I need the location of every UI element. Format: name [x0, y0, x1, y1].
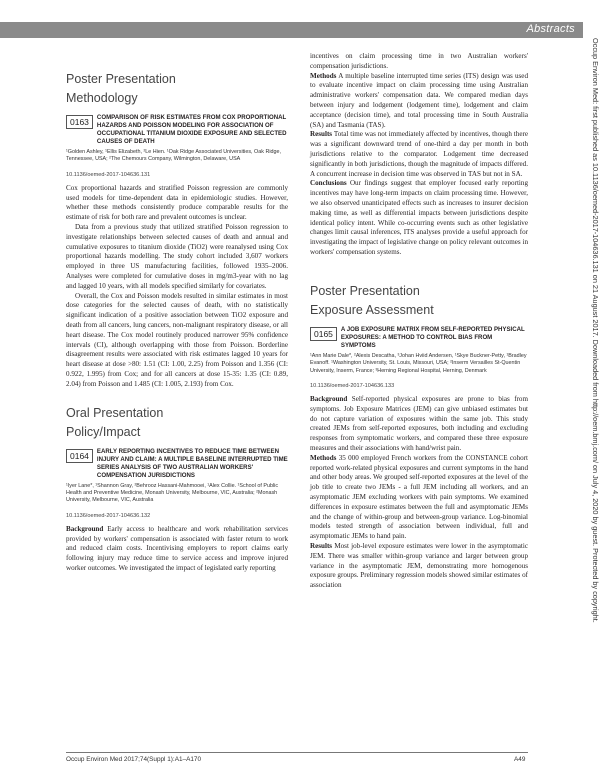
abstract-authors: ¹Iyer Lane*, ¹Shannon Gray, ²Behrooz Hassani-Mahmooei, ¹Alex Collie. ¹School of Public Health and Preventive Medicine, Monash University, Melbourne, VIC, Australia; ²Monash University, Melbourne, VIC, Australia [66, 482, 279, 504]
banner-label: Abstracts [526, 23, 575, 35]
label-conclusions: Conclusions [310, 179, 347, 188]
section-heading-policy [66, 404, 288, 442]
abstract-paragraph: Overall, the Cox and Poisson models resulted in similar estimates in most dose categories for the selected causes of death, with no statistically significant indication of a positive association between TiO2 exposure and death from all cancers, lung cancers, non-malignant respiratory disease, or all heart disease. The Cox model routinely produced narrower 95% confidence intervals (CI), although overlapping with those from Poisson. Borderline disagreement results were associated with risk estimates lagged 10 years for heart disease at dose >80: 1.51 (CI: 1.00, 2.25) from Poisson and 1.356 (CI: 0.922, 1.995) from Cox; and for all cancers at dose 15-35: 1.35 (CI: 0.89, 2.04) from Poisson and 1.485 (CI: 1.005, 2.193) from Cox. [66, 291, 288, 388]
footer-citation: Occup Environ Med 2017;74(Suppl 1):A1–A170 [66, 756, 201, 763]
section-title: Poster Presentation [66, 72, 176, 86]
abstract-continuation: incentives on claim processing time in two Australian workers' compensation jurisdictions. [310, 52, 528, 70]
section-subtitle: Methodology [66, 91, 138, 105]
results-text: Most job-level exposure estimates were lower in the asymptomatic JEM. There was smaller within-group variance and larger between group variance in the asymptomatic JEM, demonstrating more homogenous exposure groups. Preliminary regression models showed similar estimates of association [310, 541, 528, 590]
left-column [66, 70, 288, 574]
abstract-doi: 10.1136/oemed-2017-104636.131 [66, 171, 151, 178]
abstract-paragraph: Cox proportional hazards and stratified Poisson regression are commonly used models for time-dependent data in epidemiologic studies. However, whether these methods consistently produce comparable results for the estimate of risk for both rare and prevalent outcomes is unclear. [66, 183, 288, 222]
section-heading-methodology [66, 70, 288, 108]
conclusions-text: Our findings suggest that employer focused early reporting incentives may have long-term impacts on claim processing time. However, we also observed unanticipated effects such as increases to insurer decision making time, as well as differential impacts between jurisdictions despite identical policy intent. While co-occurring events such as other legislative changes limit causal inferences, ITS analyses provide a useful approach for investigating the impact of legislative change on policy relevant outcomes in workers' compensation systems. [310, 179, 528, 256]
label-results: Results [310, 130, 333, 139]
abstract-header [310, 326, 528, 350]
methods-text: 35 000 employed French workers from the CONSTANCE cohort reported work-related physical exposures and current symptoms in the hand and other body areas. We grouped self-reported exposures at the level of the job title to create two JEMs - a full JEM including all workers, and an asymptomatic JEM excluding workers with pain symptoms. We examined differences in exposure estimates between the full and asymptomatic JEMs and the change of within-group and between-group variance. Log-binomial models tested strength of association between individual, full and asymptomatic JEMs to hand pain. [310, 453, 528, 541]
section-title: Poster Presentation [310, 283, 420, 298]
abstract-paragraph [310, 542, 528, 591]
abstract-number: 0164 [66, 449, 93, 463]
footer-divider [66, 752, 528, 753]
label-methods: Methods [310, 453, 337, 462]
abstract-doi: 10.1136/oemed-2017-104636.133 [310, 382, 395, 389]
results-text: Total time was not immediately affected by incentives, though there was a significant downward trend of one-third a day per month in both jurisdictions relative to the comparator. Lodgement time decreased significantly in both jurisdictions, though the magnitude of impacts differed. A concurrent increase in decision time was observed in TAS but not in SA. [310, 130, 528, 178]
abstract-0164 [66, 448, 288, 574]
abstract-title: EARLY REPORTING INCENTIVES TO REDUCE TIME BETWEEN INJURY AND CLAIM: A MULTIPLE BASELINE INTERRUPTED TIME SERIES ANALYSIS OF TWO AUSTRALIAN WORKERS' COMPENSATION JURISDICTIONS [96, 447, 288, 479]
abstract-paragraph [310, 179, 528, 257]
right-column [310, 52, 528, 591]
section-subtitle: Policy/Impact [66, 424, 141, 439]
methods-text: A multiple baseline interrupted time series (ITS) design was used to evaluate incentive impact on claim processing time using Australian administrative workers' compensation data. We compared median days between injury and lodgement (lodgement time), lodgement and claim acceptance (decision time), and total processing time in South Australia (SA) and Tasmania (TAS). [310, 71, 528, 129]
abstract-paragraph [66, 525, 288, 574]
side-copyright-note: Occup Environ Med: first published as 10.1136/oemed-2017-104636.131 on 21 August 2017. Downloaded from http://oem.bmj.com/ on July 4, 2020 by guest. Protected by copyright. [591, 38, 600, 623]
section-title: Oral Presentation [66, 405, 164, 420]
abstract-paragraph: Data from a previous study that utilized stratified Poisson regression to investigate relationships between selected causes of death and annual and cumulative exposures to titanium dioxide (TiO2) were reanalysed using Cox proportional hazards modelling. The study cohort included 3,607 workers employed in three US manufacturing facilities, followed 1935–2006. Analyses were completed for cumulative doses in mg/m3-year with no lag and lagged 10 years, with all models specified similarly for covariates. [66, 223, 288, 290]
footer-page-number: A49 [514, 756, 526, 763]
label-methods: Methods [310, 71, 337, 80]
abstract-header [66, 448, 288, 480]
abstract-0163 [66, 114, 288, 390]
background-text: Self-reported physical exposures are prone to bias from symptoms. Job Exposure Matrices (JEM) can give unbiased estimates but do not capture variation of exposures within the same job. This study created JEMs from self-reported exposures, both including and excluding responses from symptomatic workers, and compared these three exposure measures and their associations with hand/wrist pain. [310, 394, 528, 452]
section-heading-exposure [310, 282, 528, 320]
label-background: Background [310, 394, 348, 403]
abstract-header [66, 114, 288, 146]
abstract-paragraph [310, 395, 528, 454]
section-subtitle: Exposure Assessment [310, 302, 434, 317]
abstract-0165 [310, 326, 528, 591]
abstract-title: A JOB EXPOSURE MATRIX FROM SELF-REPORTED PHYSICAL EXPOSURES: A METHOD TO CONTROL BIAS FROM SYMPTOMS [340, 325, 525, 349]
abstract-number: 0163 [66, 115, 93, 129]
background-text: Early access to healthcare and work rehabilitation services provided by workers' compensation is associated with faster return to work and reduced claim costs. Incentivising employers to report claims early following injury may reduce time to service access and improve injured worker outcomes. We investigated the impact of legislated early reporting [66, 524, 288, 572]
abstract-paragraph [310, 72, 528, 131]
abstract-number: 0165 [310, 327, 337, 341]
abstract-authors: ¹Ann Marie Dale*, ²Alexis Descatha, ³Johan Hviid Andersen, ¹Skye Buckner-Petty, ¹Bradley Evanoff. ¹Washington University, St. Louis, Missouri, USA; ²Inserm Versailles St-Quentin University, Inserm, France; ³Herning Regional Hospital, Herning, Denmark [310, 352, 527, 374]
abstract-doi: 10.1136/oemed-2017-104636.132 [66, 512, 151, 519]
section-banner [0, 22, 583, 38]
abstract-title: COMPARISON OF RISK ESTIMATES FROM COX PROPORTIONAL HAZARDS AND POISSON MODELING FOR ASSOCIATION OF OCCUPATIONAL TITANIUM DIOXIDE EXPOSURE AND SELECTED CAUSES OF DEATH [96, 114, 287, 145]
abstract-paragraph [310, 454, 528, 542]
abstract-paragraph [310, 130, 528, 179]
label-background: Background [66, 524, 104, 533]
abstract-authors: ¹Golden Ashley, ¹Ellis Elizabeth, ²Le Hien. ¹Oak Ridge Associated Universities, Oak Ridge, Tennessee, USA; ²The Chemours Company, Wilmington, Delaware, USA [66, 149, 282, 163]
label-results: Results [310, 541, 333, 550]
